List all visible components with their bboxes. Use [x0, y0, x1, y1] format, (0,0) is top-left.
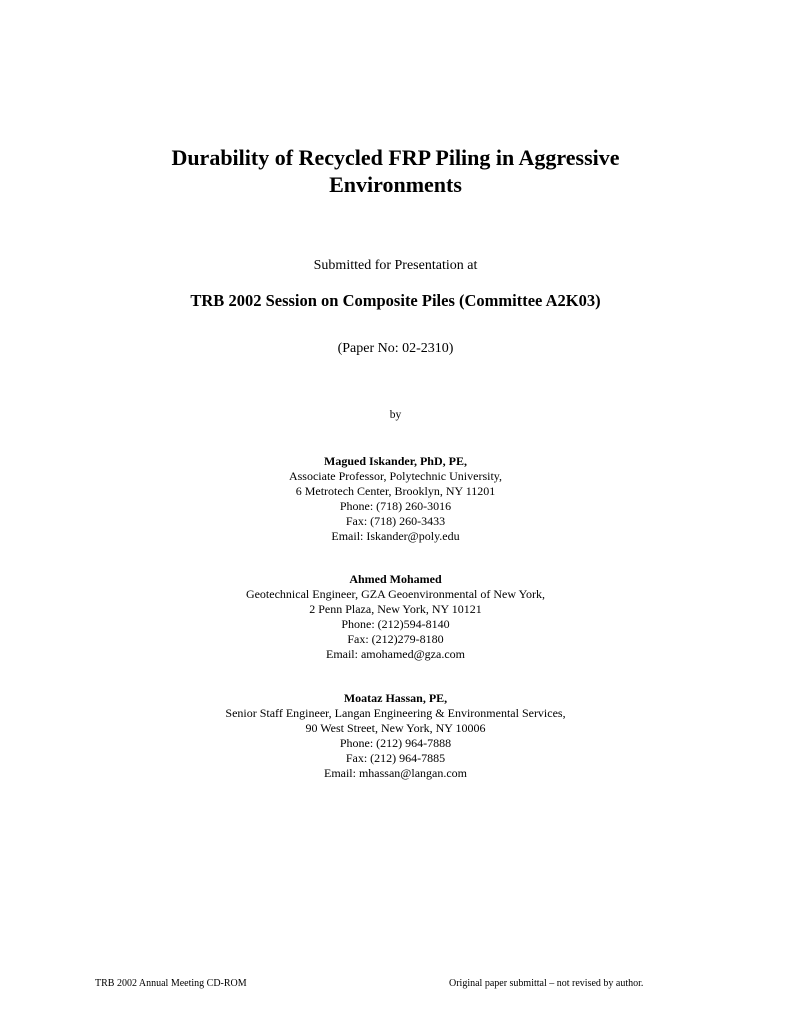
- author-name: Ahmed Mohamed: [349, 572, 442, 586]
- author-phone: Phone: (212) 964-7888: [339, 736, 452, 750]
- author-name: Moataz Hassan, PE,: [343, 691, 448, 705]
- author-affiliation: Geotechnical Engineer, GZA Geoenvironmental of New York,: [245, 587, 546, 601]
- author-fax: Fax: (718) 260-3433: [345, 514, 446, 528]
- author-address: 90 West Street, New York, NY 10006: [305, 721, 486, 735]
- footer-right-text: Original paper submittal – not revised by author.: [449, 978, 644, 989]
- author-fax: Fax: (212)279-8180: [347, 632, 444, 646]
- session-heading: TRB 2002 Session on Composite Piles (Committee A2K03): [190, 291, 601, 310]
- author-block-1: [0, 454, 791, 544]
- author-email: Email: mhassan@langan.com: [323, 766, 467, 780]
- paper-title: [0, 144, 791, 198]
- author-affiliation: Senior Staff Engineer, Langan Engineering & Environmental Services,: [225, 706, 566, 720]
- author-address: 6 Metrotech Center, Brooklyn, NY 11201: [295, 484, 496, 498]
- author-name: Magued Iskander, PhD, PE,: [324, 454, 467, 468]
- author-email: Email: amohamed@gza.com: [325, 647, 465, 661]
- author-address: 2 Penn Plaza, New York, NY 10121: [309, 602, 482, 616]
- footer-left-text: TRB 2002 Annual Meeting CD-ROM: [95, 978, 247, 989]
- author-fax: Fax: (212) 964-7885: [345, 751, 446, 765]
- paper-title-line-1: Durability of Recycled FRP Piling in Aggressive: [171, 145, 620, 170]
- author-phone: Phone: (718) 260-3016: [339, 499, 452, 513]
- submitted-for-text: Submitted for Presentation at: [313, 258, 478, 273]
- paper-number: (Paper No: 02-2310): [337, 341, 454, 356]
- author-block-2: [0, 572, 791, 662]
- author-affiliation: Associate Professor, Polytechnic University,: [288, 469, 503, 483]
- author-email: Email: Iskander@poly.edu: [331, 529, 460, 543]
- by-line: by: [389, 409, 402, 421]
- paper-title-line-2: Environments: [329, 172, 462, 197]
- author-block-3: [0, 691, 791, 781]
- author-phone: Phone: (212)594-8140: [341, 617, 450, 631]
